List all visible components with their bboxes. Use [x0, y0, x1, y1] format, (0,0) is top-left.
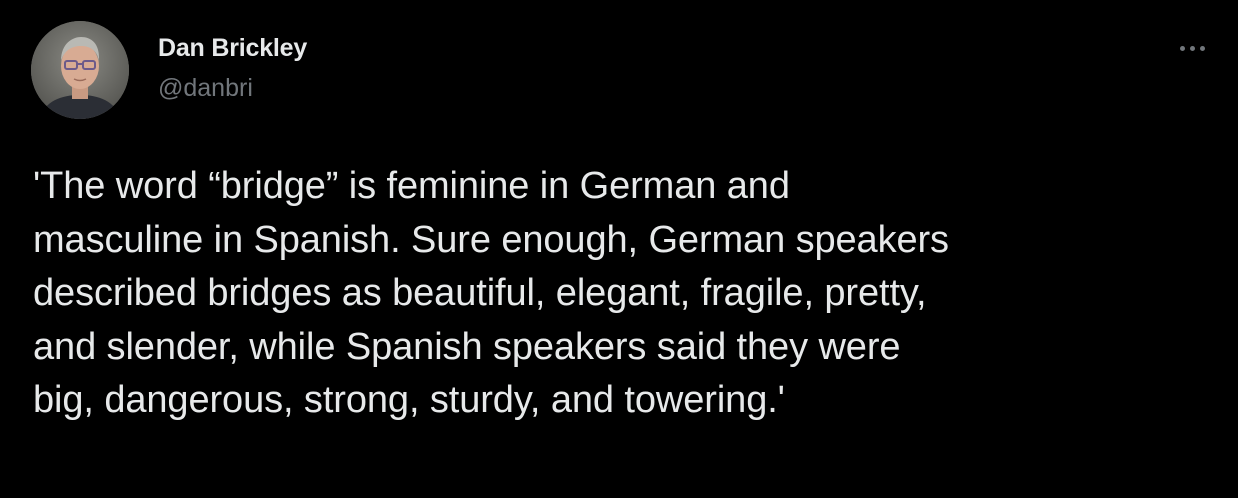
user-info — [158, 32, 307, 104]
tweet-text-line: masculine in Spanish. Sure enough, German speakers — [33, 218, 949, 261]
profile-photo-icon — [31, 21, 129, 119]
avatar[interactable] — [31, 21, 129, 119]
handle[interactable]: @danbri — [158, 74, 253, 102]
display-name[interactable]: Dan Brickley — [158, 34, 308, 62]
tweet-text-line: described bridges as beautiful, elegant, fragile, pretty, — [33, 272, 927, 314]
more-horizontal-icon — [1200, 46, 1205, 51]
tweet-text — [33, 160, 1223, 428]
more-horizontal-icon — [1180, 46, 1185, 51]
more-options-button[interactable] — [1172, 36, 1212, 60]
tweet-text-line: big, dangerous, strong, sturdy, and towering.' — [33, 379, 785, 421]
tweet-text-line: 'The word “bridge” is feminine in German and — [33, 165, 790, 207]
tweet-text-line: and slender, while Spanish speakers said they were — [33, 325, 901, 368]
more-horizontal-icon — [1190, 46, 1195, 51]
